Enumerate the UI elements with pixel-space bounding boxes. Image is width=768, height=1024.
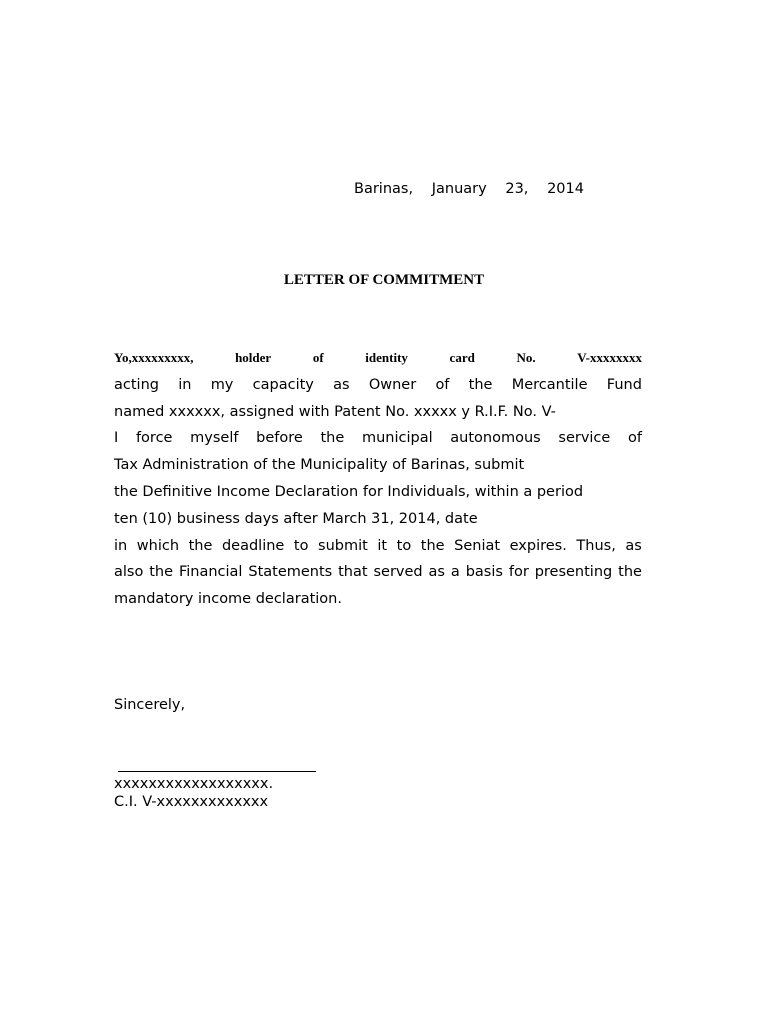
body-word: a <box>450 564 460 580</box>
body-word: for <box>508 564 529 580</box>
body-word: Yo,xxxxxxxxx, <box>114 350 194 365</box>
body-word: No. <box>516 350 536 365</box>
closing-salutation: Sincerely, <box>114 697 186 713</box>
date-word: Barinas, <box>354 181 414 197</box>
body-word: deadline <box>221 538 285 554</box>
body-word: my <box>210 377 234 393</box>
body-line <box>114 376 642 394</box>
body-word: to <box>293 538 309 554</box>
date-word: January <box>431 181 487 197</box>
body-line: the Definitive Income Declaration for Individuals, within a period <box>114 484 584 500</box>
body-word: of <box>312 350 324 365</box>
body-word: expires. <box>509 538 567 554</box>
body-word: Mercantile <box>511 377 588 393</box>
body-word: that <box>338 564 368 580</box>
body-line <box>114 429 642 447</box>
date-word: 2014 <box>547 181 584 197</box>
body-line: named xxxxxx, assigned with Patent No. xxxxx y R.I.F. No. V- <box>114 404 556 420</box>
body-word: holder <box>235 350 272 365</box>
body-word: municipal <box>361 430 433 446</box>
body-word: before <box>256 430 303 446</box>
body-word: the <box>320 430 345 446</box>
body-word: identity <box>365 350 408 365</box>
body-word: also <box>114 564 144 580</box>
body-word: presenting <box>534 564 613 580</box>
body-word: card <box>449 350 475 365</box>
body-line: Tax Administration of the Municipality of Barinas, submit <box>114 457 525 473</box>
letter-date <box>354 181 584 197</box>
body-word: Financial <box>178 564 243 580</box>
body-word: it <box>377 538 388 554</box>
body-line <box>114 349 642 367</box>
body-word: the <box>420 538 445 554</box>
body-line <box>114 563 642 581</box>
body-word: capacity <box>252 377 314 393</box>
body-word: force <box>135 430 173 446</box>
body-word: the <box>468 377 493 393</box>
body-word: of <box>435 377 450 393</box>
body-word: as <box>428 564 445 580</box>
signer-id: C.I. V-xxxxxxxxxxxxx <box>114 794 269 810</box>
body-word: Thus, <box>576 538 616 554</box>
body-line: mandatory income declaration. <box>114 591 342 607</box>
body-word: as <box>625 538 642 554</box>
body-word: V-xxxxxxxx <box>577 350 642 365</box>
body-word: Statements <box>248 564 333 580</box>
letter-title: LETTER OF COMMITMENT <box>283 272 485 288</box>
body-line <box>114 537 642 555</box>
signature-line <box>118 771 316 772</box>
date-word: 23, <box>505 181 529 197</box>
body-word: which <box>136 538 180 554</box>
body-word: to <box>396 538 412 554</box>
body-word: Seniat <box>454 538 501 554</box>
body-word: Fund <box>606 377 642 393</box>
body-word: in <box>178 377 192 393</box>
body-word: I <box>114 430 119 446</box>
body-word: the <box>149 564 174 580</box>
body-word: myself <box>190 430 239 446</box>
body-word: autonomous <box>450 430 541 446</box>
body-word: service <box>558 430 611 446</box>
body-word: of <box>628 430 642 446</box>
body-word: served <box>373 564 423 580</box>
body-word: the <box>188 538 213 554</box>
signer-name: xxxxxxxxxxxxxxxxxx. <box>114 776 274 792</box>
body-line: ten (10) business days after March 31, 2014, date <box>114 511 478 527</box>
body-word: in <box>114 538 128 554</box>
body-word: submit <box>318 538 368 554</box>
body-word: the <box>618 564 642 580</box>
body-word: Owner <box>368 377 417 393</box>
body-word: basis <box>465 564 503 580</box>
body-word: as <box>333 377 350 393</box>
body-word: acting <box>114 377 159 393</box>
